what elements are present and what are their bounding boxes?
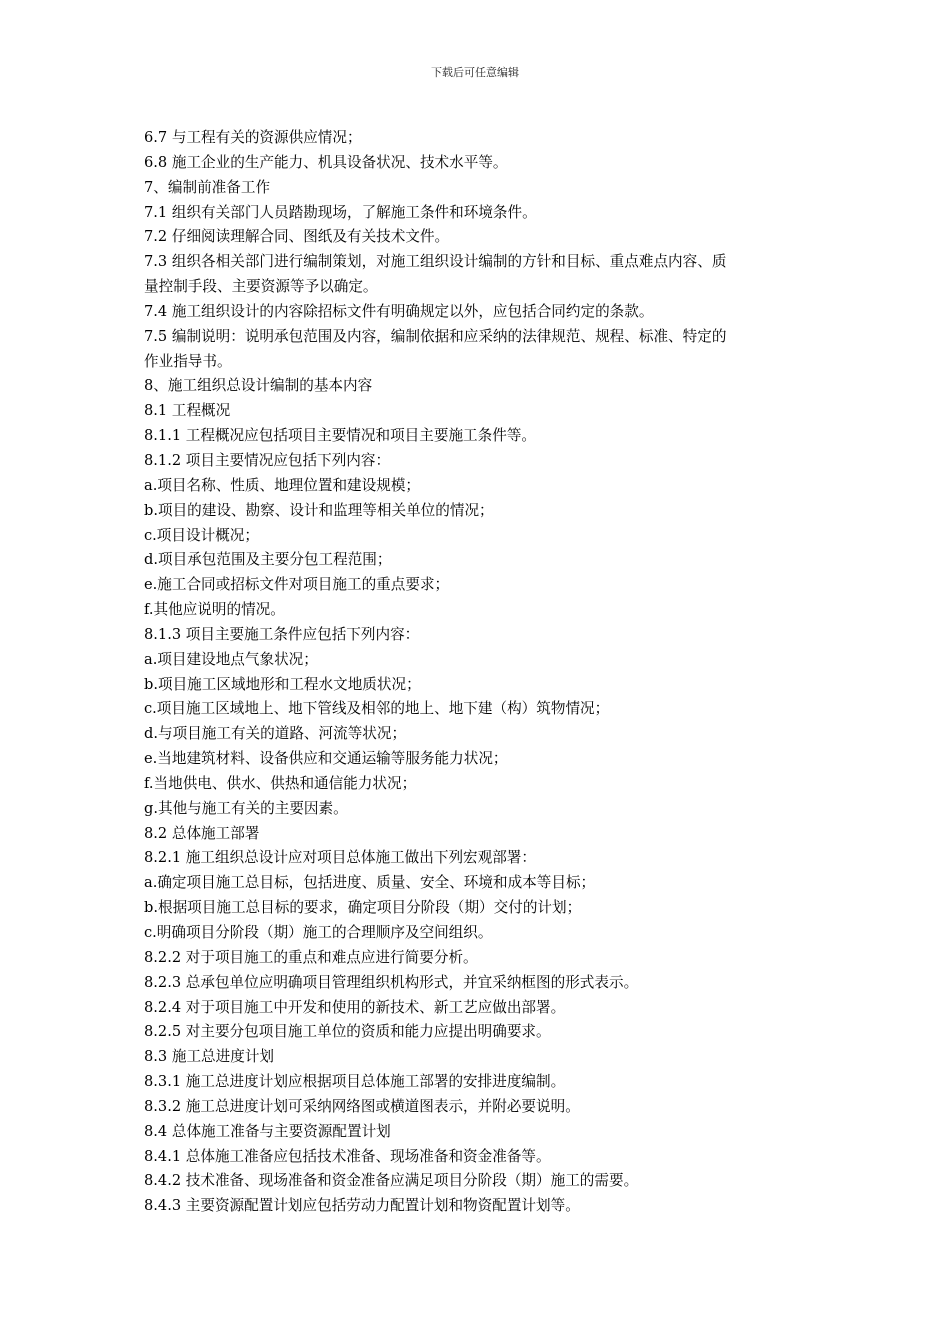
text-line: 作业指导书。 (144, 352, 232, 370)
text-line: 量控制手段、主要资源等予以确定。 (144, 278, 378, 296)
text-line: 7.1 组织有关部门人员踏勘现场，了解施工条件和环境条件。 (144, 203, 537, 221)
page-header: 下载后可任意编辑 (431, 66, 519, 79)
text-line: 7.4 施工组织设计的内容除招标文件有明确规定以外，应包括合同约定的条款。 (144, 302, 654, 320)
text-line: 8.2.4 对于项目施工中开发和使用的新技术、新工艺应做出部署。 (144, 998, 566, 1016)
text-line: a.项目建设地点气象状况； (144, 650, 318, 668)
text-line: 8.2.3 总承包单位应明确项目管理组织机构形式，并宜采纳框图的形式表示。 (144, 973, 639, 991)
text-line: c.项目施工区域地上、地下管线及相邻的地上、地下建（构）筑物情况； (144, 700, 610, 718)
text-line: 6.7 与工程有关的资源供应情况； (144, 129, 362, 146)
text-line: 8.1 工程概况 (144, 402, 231, 420)
document-body (144, 126, 809, 1219)
text-line: c.项目设计概况； (144, 526, 259, 544)
text-line: 8.1.2 项目主要情况应包括下列内容： (144, 451, 391, 469)
text-line: c.明确项目分阶段（期）施工的合理顺序及空间组织。 (144, 924, 493, 941)
text-line: 8.2.2 对于项目施工的重点和难点应进行简要分析。 (144, 948, 478, 966)
text-line: 8.2 总体施工部署 (144, 824, 260, 842)
text-line: b.根据项目施工总目标的要求，确定项目分阶段（期）交付的计划； (144, 899, 582, 917)
text-line: a.确定项目施工总目标，包括进度、质量、安全、环境和成本等目标； (144, 874, 596, 892)
text-line: a.项目名称、性质、地理位置和建设规模； (144, 476, 421, 494)
text-line: 8.2.1 施工组织总设计应对项目总体施工做出下列宏观部署： (144, 849, 537, 867)
text-line: 8.4.2 技术准备、现场准备和资金准备应满足项目分阶段（期）施工的需要。 (144, 1172, 639, 1190)
text-line: 8.4.1 总体施工准备应包括技术准备、现场准备和资金准备等。 (144, 1147, 551, 1165)
text-line: 8.3.1 施工总进度计划应根据项目总体施工部署的安排进度编制。 (144, 1073, 566, 1091)
text-line: 8.2.5 对主要分包项目施工单位的资质和能力应提出明确要求。 (144, 1023, 551, 1041)
text-line: g.其他与施工有关的主要因素。 (144, 799, 348, 817)
text-line: 8.1.1 工程概况应包括项目主要情况和项目主要施工条件等。 (144, 427, 537, 445)
text-line: 8、施工组织总设计编制的基本内容 (144, 377, 373, 395)
text-line: 8.3.2 施工总进度计划可采纳网络图或横道图表示，并附必要说明。 (144, 1097, 580, 1115)
text-line: 7.3 组织各相关部门进行编制策划，对施工组织设计编制的方针和目标、重点难点内容、质 (144, 253, 727, 271)
text-line: e.当地建筑材料、设备供应和交通运输等服务能力状况； (144, 750, 508, 768)
text-line: f.其他应说明的情况。 (144, 601, 285, 619)
text-line: 6.8 施工企业的生产能力、机具设备状况、技术水平等。 (144, 153, 508, 171)
text-line: d.项目承包范围及主要分包工程范围； (144, 551, 392, 569)
text-line: b.项目施工区域地形和工程水文地质状况； (144, 675, 421, 693)
text-line: f.当地供电、供水、供热和通信能力状况； (144, 774, 417, 792)
text-line: 8.3 施工总进度计划 (144, 1048, 275, 1066)
text-line: 8.4.3 主要资源配置计划应包括劳动力配置计划和物资配置计划等。 (144, 1197, 580, 1215)
text-line: 8.1.3 项目主要施工条件应包括下列内容： (144, 625, 420, 643)
text-line: 8.4 总体施工准备与主要资源配置计划 (144, 1122, 391, 1140)
text-line: d.与项目施工有关的道路、河流等状况； (144, 725, 407, 743)
text-line: 7.5 编制说明：说明承包范围及内容，编制依据和应采纳的法律规范、规程、标准、特定的 (144, 327, 727, 345)
text-line: e.施工合同或招标文件对项目施工的重点要求； (144, 576, 450, 594)
text-line: 7.2 仔细阅读理解合同、图纸及有关技术文件。 (144, 228, 450, 246)
text-line: b.项目的建设、勘察、设计和监理等相关单位的情况； (144, 501, 494, 519)
text-line: 7、编制前准备工作 (144, 178, 271, 196)
